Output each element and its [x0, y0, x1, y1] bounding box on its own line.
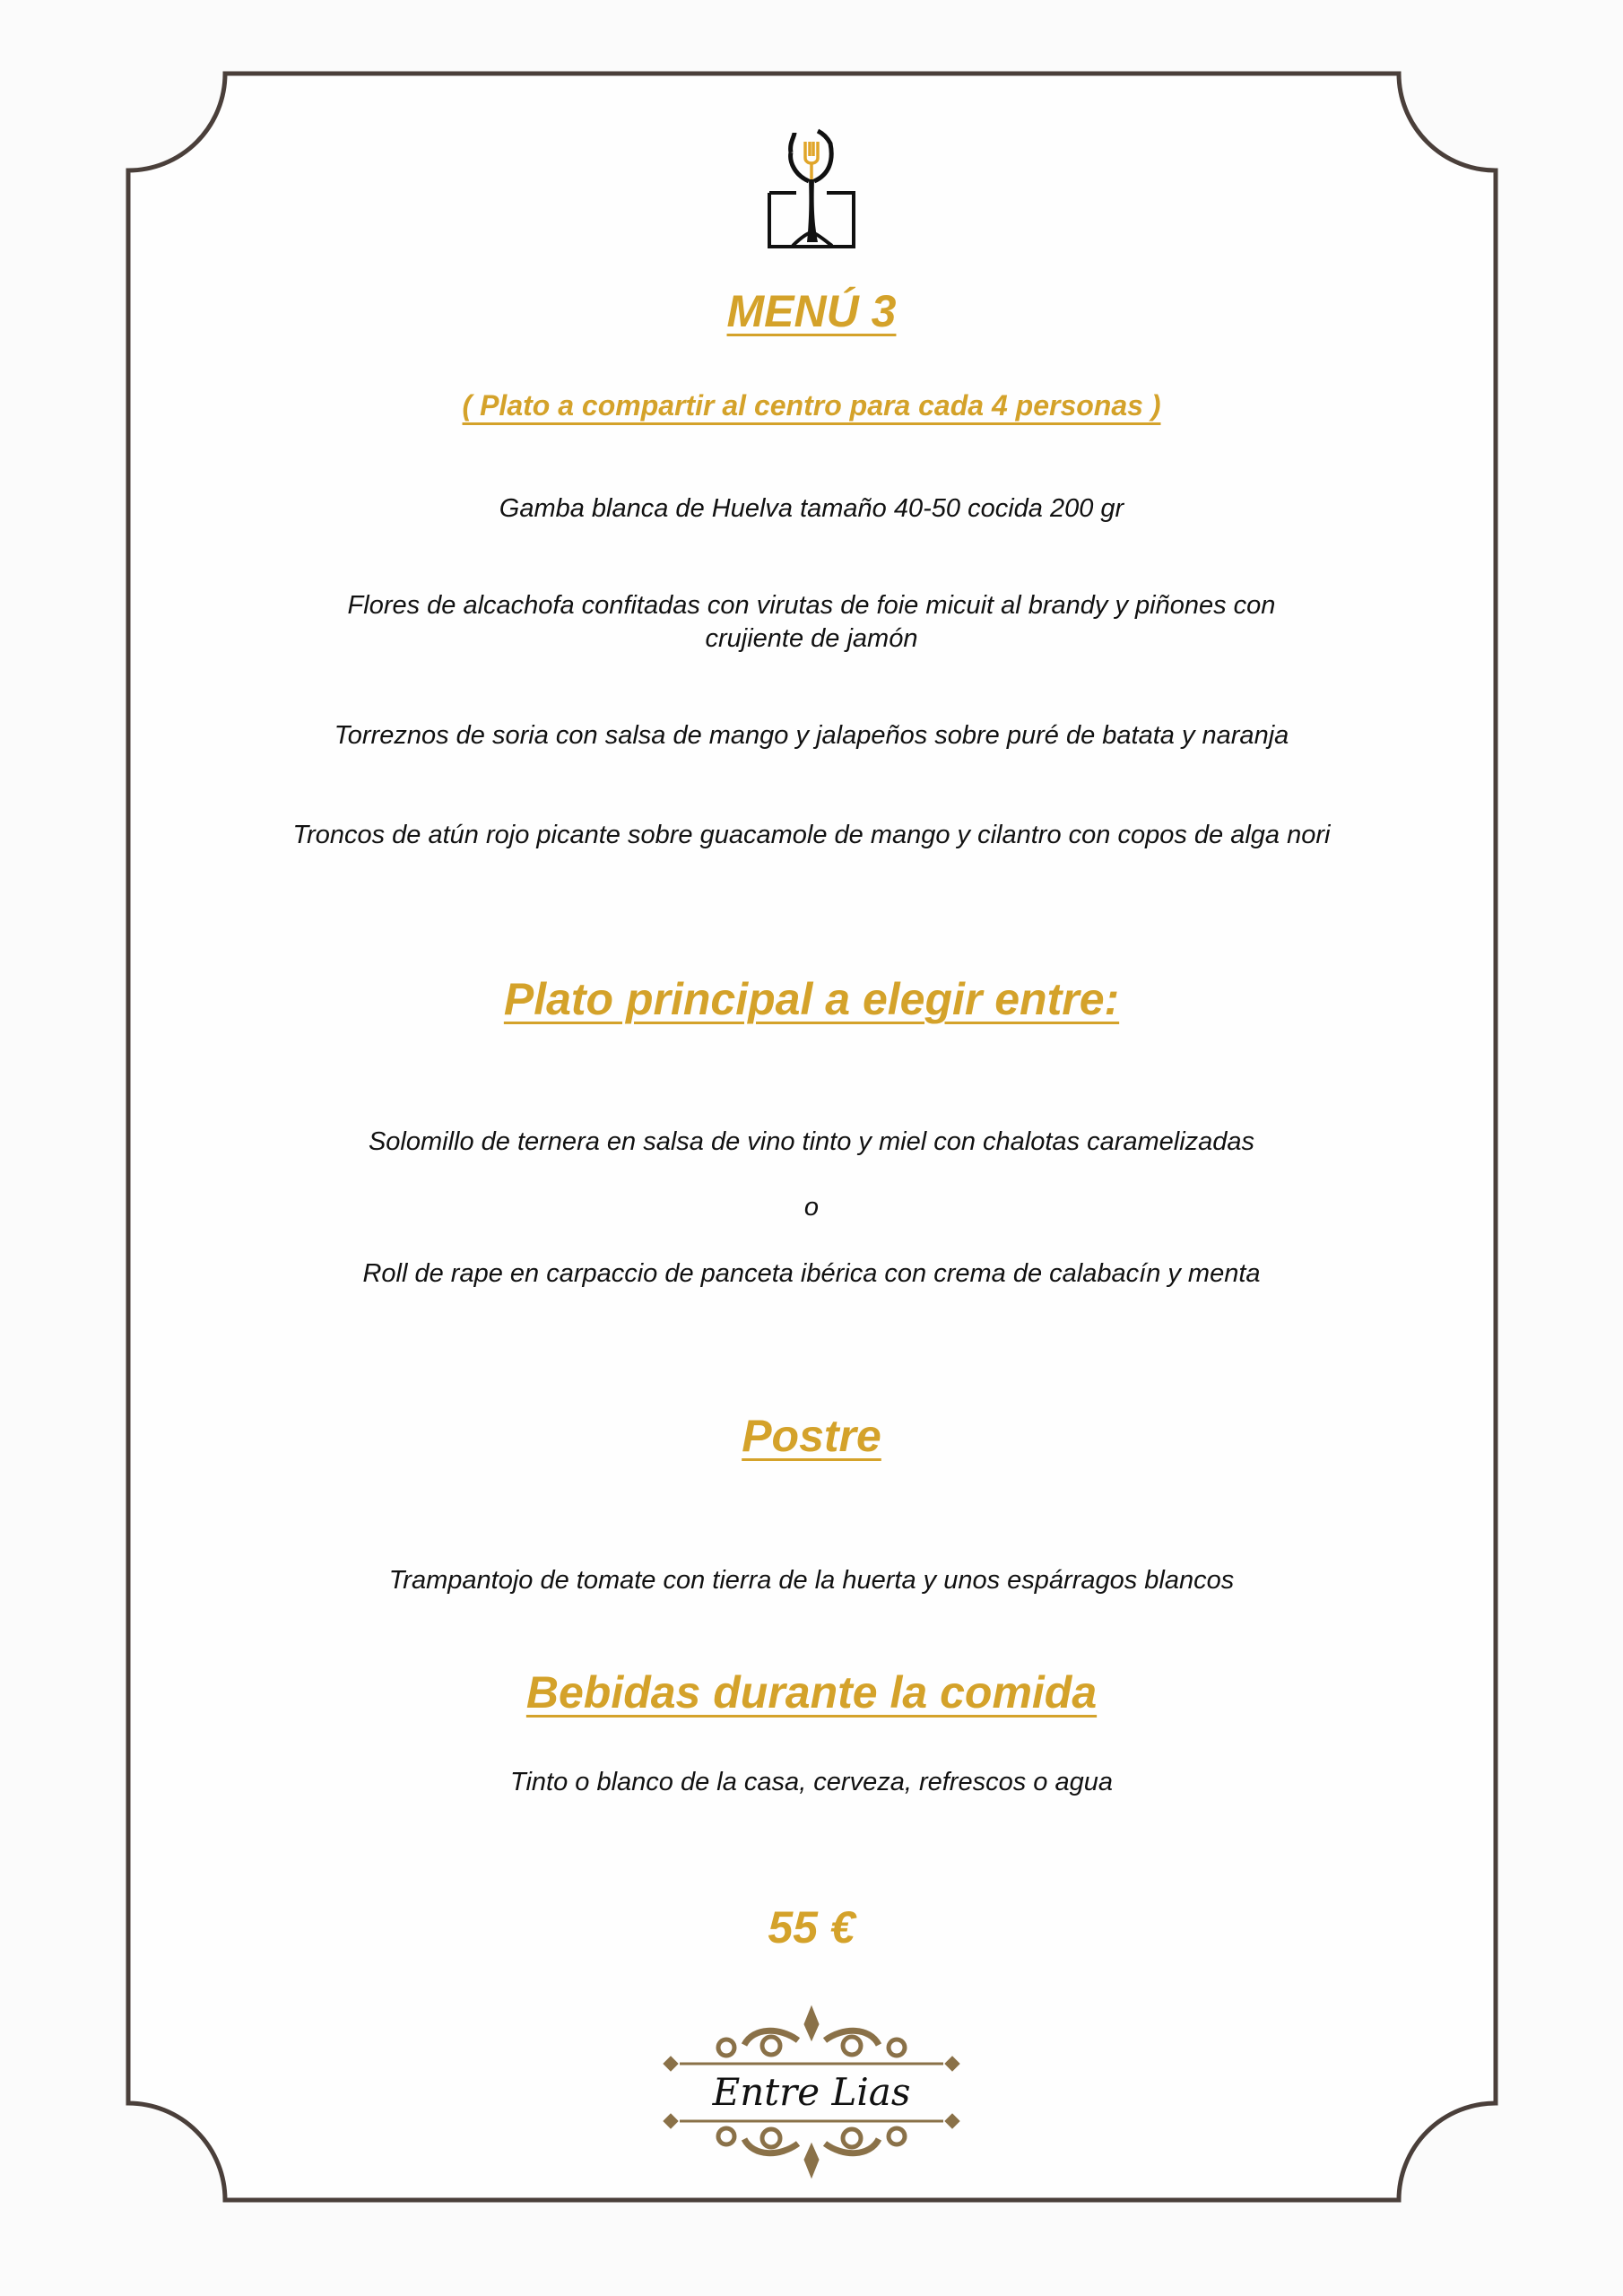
starter-item: Gamba blanca de Huelva tamaño 40-50 cocida 200 gr [499, 494, 1124, 523]
price: 55 € [768, 1902, 855, 1952]
main-option: Roll de rape en carpaccio de panceta ibérica con crema de calabacín y menta [362, 1259, 1261, 1288]
dessert-item: Trampantojo de tomate con tierra de la huerta y unos espárragos blancos [388, 1566, 1235, 1595]
dessert-heading: Postre [742, 1411, 881, 1461]
drinks-heading: Bebidas durante la comida [525, 1667, 1098, 1718]
main-course-heading: Plato principal a elegir entre: [503, 974, 1120, 1024]
starter-item-continued: crujiente de jamón [705, 624, 918, 653]
entre-lias-ornament-logo [655, 2005, 968, 2179]
starter-item: Flores de alcachofa confitadas con virutas de foie micuit al brandy y piñones con [347, 591, 1276, 620]
starter-item: Troncos de atún rojo picante sobre guacamole de mango y cilantro con copos de alga nori [292, 821, 1331, 849]
brand-name: Entre Lias [712, 2070, 911, 2114]
drinks-item: Tinto o blanco de la casa, cerveza, refrescos o agua [510, 1768, 1113, 1796]
tree-fork-logo-icon [762, 126, 861, 251]
menu-subtitle: ( Plato a compartir al centro para cada 4 personas ) [462, 389, 1161, 422]
starter-item: Torreznos de soria con salsa de mango y jalapeños sobre puré de batata y naranja [334, 721, 1289, 750]
menu-title: MENÚ 3 [726, 286, 897, 336]
main-option: Solomillo de ternera en salsa de vino tinto y miel con chalotas caramelizadas [368, 1127, 1255, 1156]
main-or-separator: o [803, 1193, 820, 1222]
